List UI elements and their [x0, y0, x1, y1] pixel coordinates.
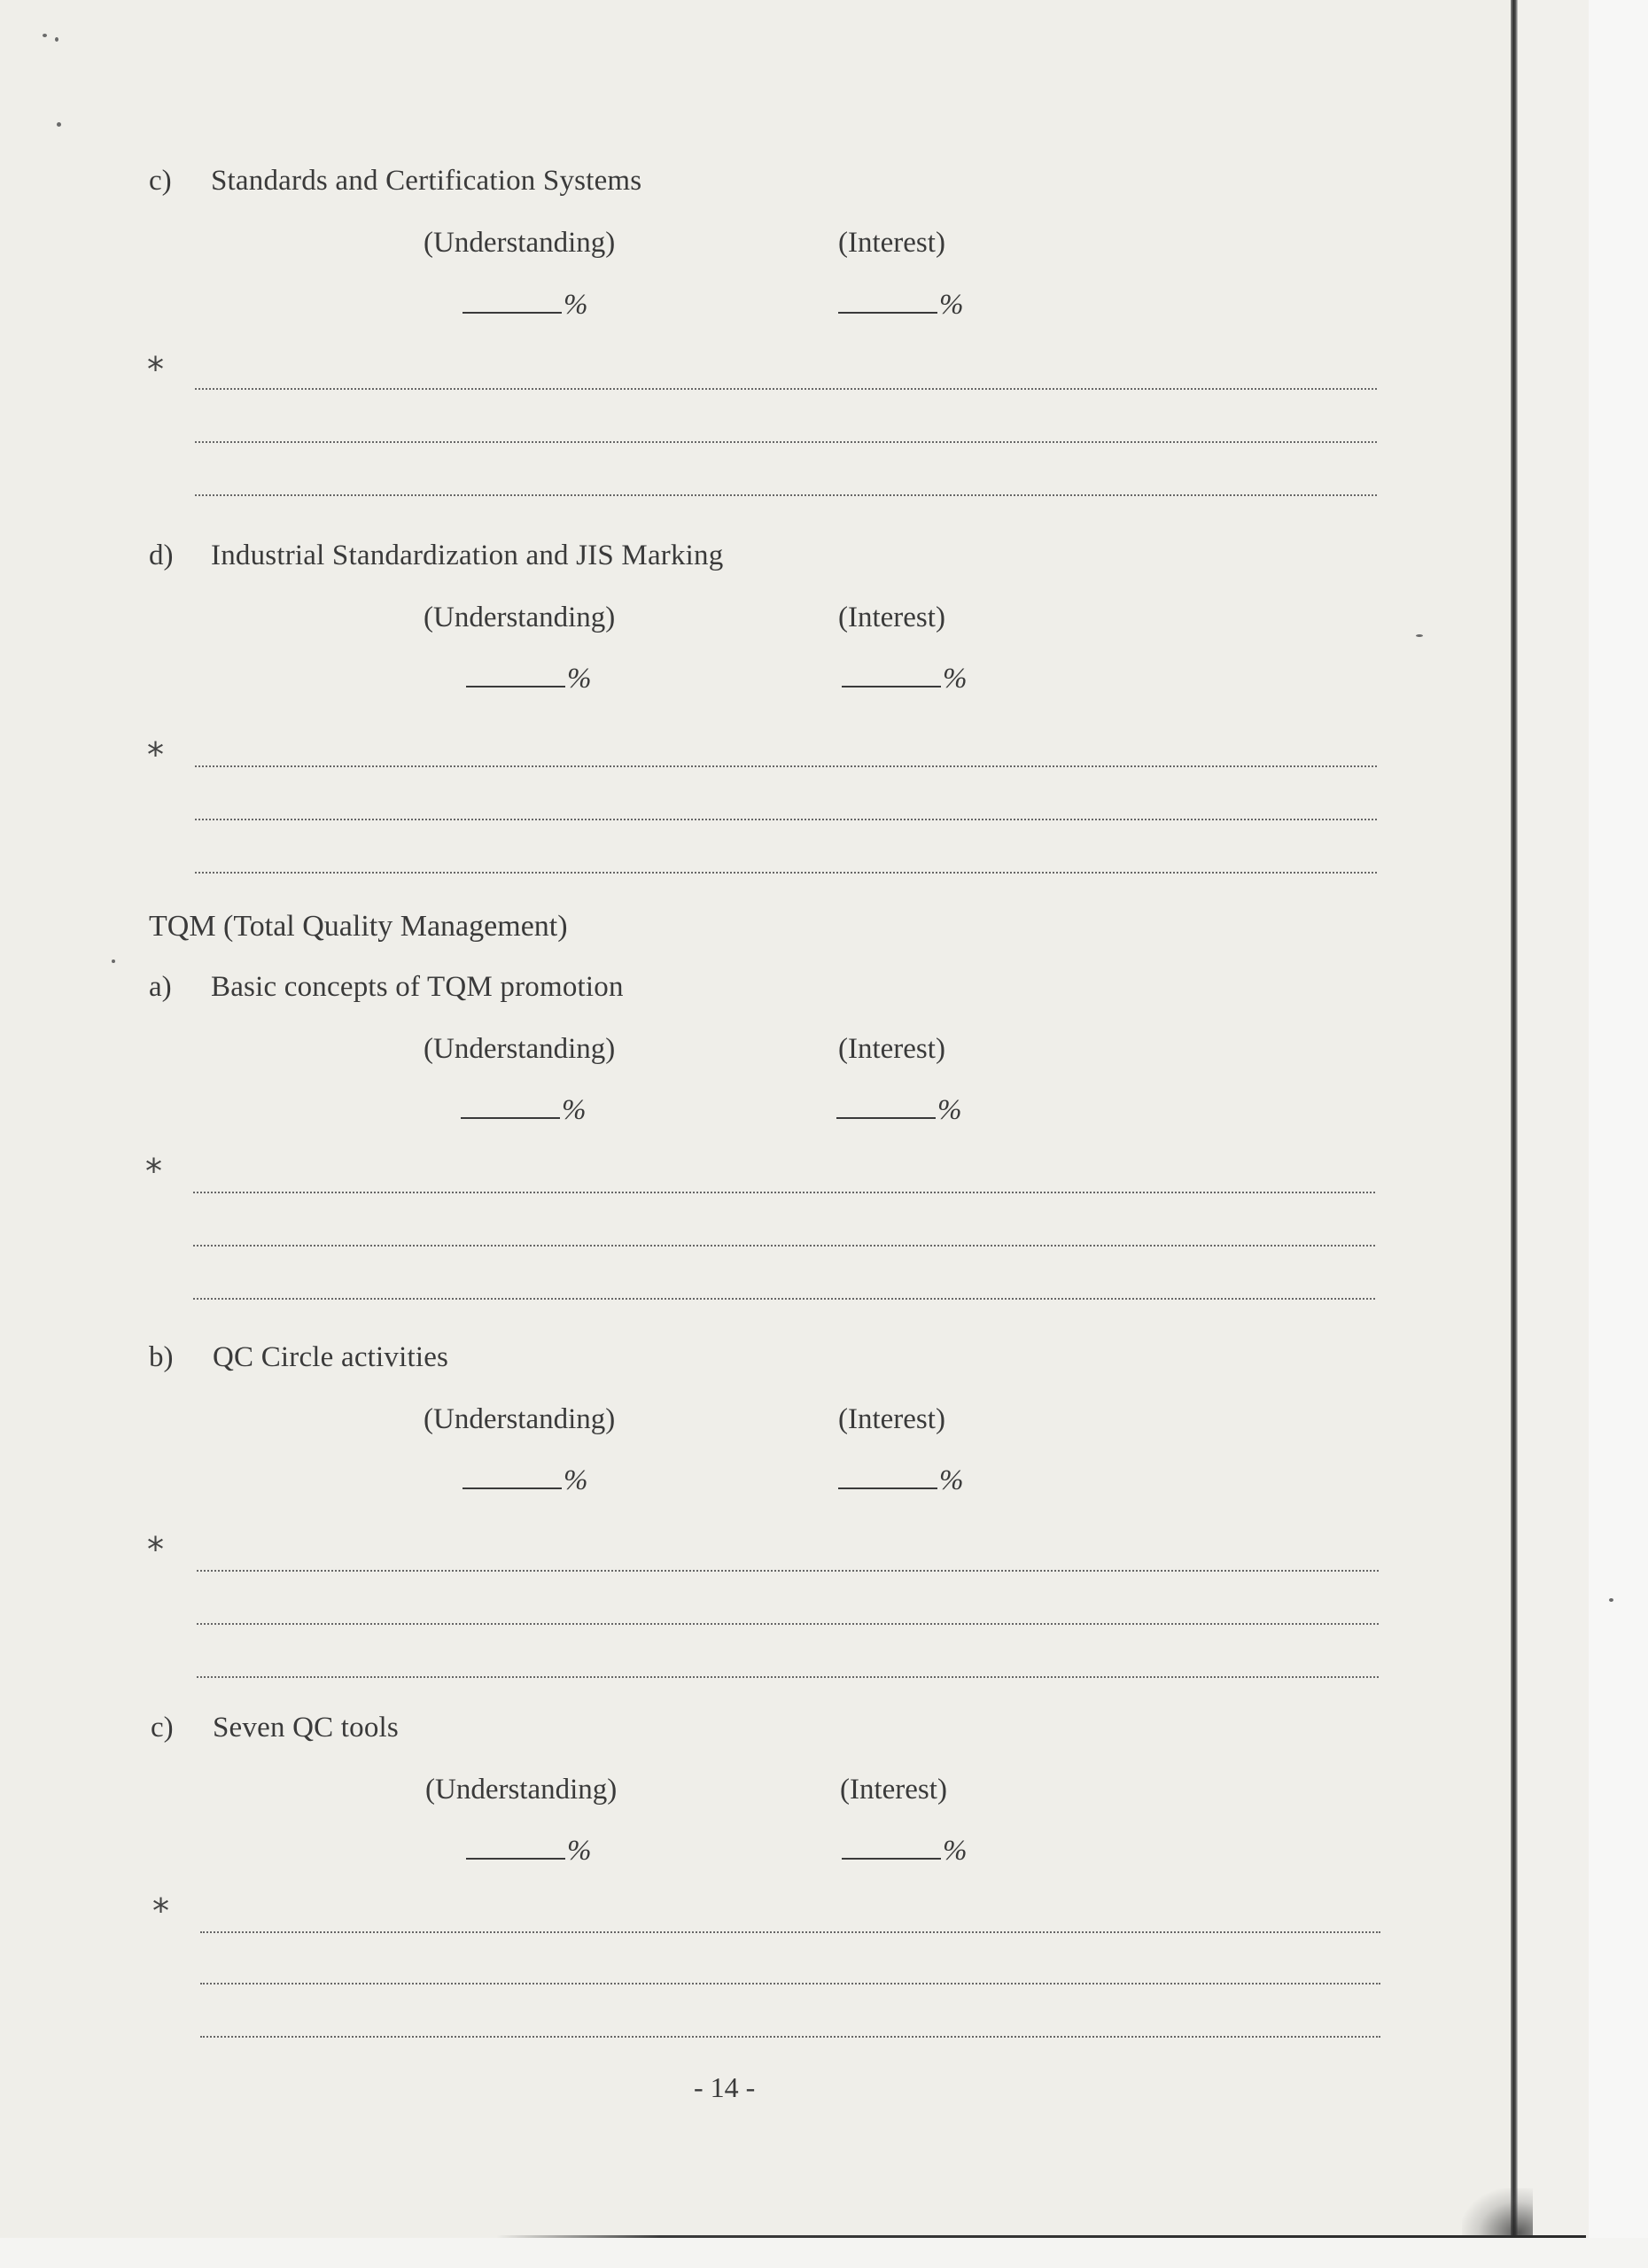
percent-symbol: %: [943, 663, 968, 695]
understanding-percent-field[interactable]: [461, 1094, 587, 1127]
scan-edge-margin: [1518, 0, 1589, 2268]
percent-symbol: %: [564, 289, 588, 321]
scan-corner-smudge: [1462, 2188, 1533, 2238]
item-title: Industrial Standardization and JIS Marking: [211, 540, 724, 571]
understanding-blank[interactable]: [466, 1837, 565, 1860]
comment-line[interactable]: [195, 441, 1377, 443]
comment-line[interactable]: [200, 1983, 1380, 1984]
comment-line[interactable]: [195, 494, 1377, 496]
interest-blank[interactable]: [838, 1466, 937, 1489]
percent-symbol: %: [567, 1835, 592, 1867]
tqm-section-heading: TQM (Total Quality Management): [149, 910, 568, 943]
item-title: Seven QC tools: [213, 1712, 399, 1744]
scan-speck: [55, 37, 58, 42]
interest-label: (Interest): [838, 1403, 945, 1435]
understanding-blank[interactable]: [463, 291, 562, 314]
note-asterisk-icon: *: [147, 1530, 164, 1569]
understanding-percent-field[interactable]: [466, 663, 592, 695]
note-asterisk-icon: *: [152, 1891, 169, 1930]
comment-line[interactable]: [200, 1931, 1380, 1933]
note-asterisk-icon: *: [147, 735, 164, 774]
percent-symbol: %: [939, 289, 964, 321]
note-asterisk-icon: *: [145, 1152, 162, 1191]
scan-edge-shadow: [1511, 0, 1518, 2250]
interest-percent-field[interactable]: [836, 1094, 962, 1127]
interest-label: (Interest): [838, 1033, 945, 1065]
interest-percent-field[interactable]: [842, 1835, 968, 1868]
interest-blank[interactable]: [842, 1837, 941, 1860]
understanding-label: (Understanding): [424, 1403, 616, 1435]
understanding-percent-field[interactable]: [463, 1464, 588, 1497]
interest-blank[interactable]: [836, 1096, 936, 1119]
percent-symbol: %: [943, 1835, 968, 1867]
item-letter: d): [149, 540, 174, 571]
scan-speck: [1609, 1598, 1613, 1602]
understanding-percent-field[interactable]: [463, 289, 588, 322]
comment-line[interactable]: [195, 388, 1377, 390]
page-number: - 14 -: [694, 2071, 756, 2103]
interest-blank[interactable]: [838, 291, 937, 314]
understanding-label: (Understanding): [424, 602, 616, 633]
comment-line[interactable]: [193, 1298, 1375, 1300]
interest-percent-field[interactable]: [838, 1464, 964, 1497]
percent-symbol: %: [939, 1464, 964, 1496]
item-letter: c): [149, 165, 172, 197]
interest-label: (Interest): [838, 227, 945, 259]
understanding-label: (Understanding): [425, 1774, 618, 1806]
understanding-percent-field[interactable]: [466, 1835, 592, 1868]
percent-symbol: %: [564, 1464, 588, 1496]
comment-line[interactable]: [195, 872, 1377, 874]
comment-line[interactable]: [195, 819, 1377, 820]
item-title: Standards and Certification Systems: [211, 165, 642, 197]
comment-line[interactable]: [197, 1676, 1379, 1678]
item-letter: b): [149, 1341, 174, 1373]
interest-blank[interactable]: [842, 664, 941, 687]
scan-speck: [112, 959, 115, 963]
understanding-blank[interactable]: [461, 1096, 560, 1119]
note-asterisk-icon: *: [147, 350, 164, 389]
comment-line[interactable]: [197, 1570, 1379, 1572]
understanding-blank[interactable]: [466, 664, 565, 687]
understanding-label: (Understanding): [424, 1033, 616, 1065]
percent-symbol: %: [567, 663, 592, 695]
comment-line[interactable]: [193, 1245, 1375, 1247]
comment-line[interactable]: [195, 765, 1377, 767]
scan-edge-outer: [1589, 0, 1648, 2268]
understanding-label: (Understanding): [424, 227, 616, 259]
scan-speck: [57, 122, 61, 127]
interest-label: (Interest): [840, 1774, 947, 1806]
scan-speck: [1416, 634, 1423, 637]
scan-speck: [43, 34, 47, 37]
item-title: QC Circle activities: [213, 1341, 449, 1373]
percent-symbol: %: [562, 1094, 587, 1126]
item-title: Basic concepts of TQM promotion: [211, 971, 624, 1003]
comment-line[interactable]: [197, 1623, 1379, 1625]
comment-line[interactable]: [200, 2036, 1380, 2038]
interest-percent-field[interactable]: [838, 289, 964, 322]
percent-symbol: %: [937, 1094, 962, 1126]
scan-bottom-strip: [0, 2238, 1648, 2268]
item-letter: c): [151, 1712, 174, 1744]
item-letter: a): [149, 971, 172, 1003]
comment-line[interactable]: [193, 1192, 1375, 1193]
interest-label: (Interest): [838, 602, 945, 633]
understanding-blank[interactable]: [463, 1466, 562, 1489]
interest-percent-field[interactable]: [842, 663, 968, 695]
